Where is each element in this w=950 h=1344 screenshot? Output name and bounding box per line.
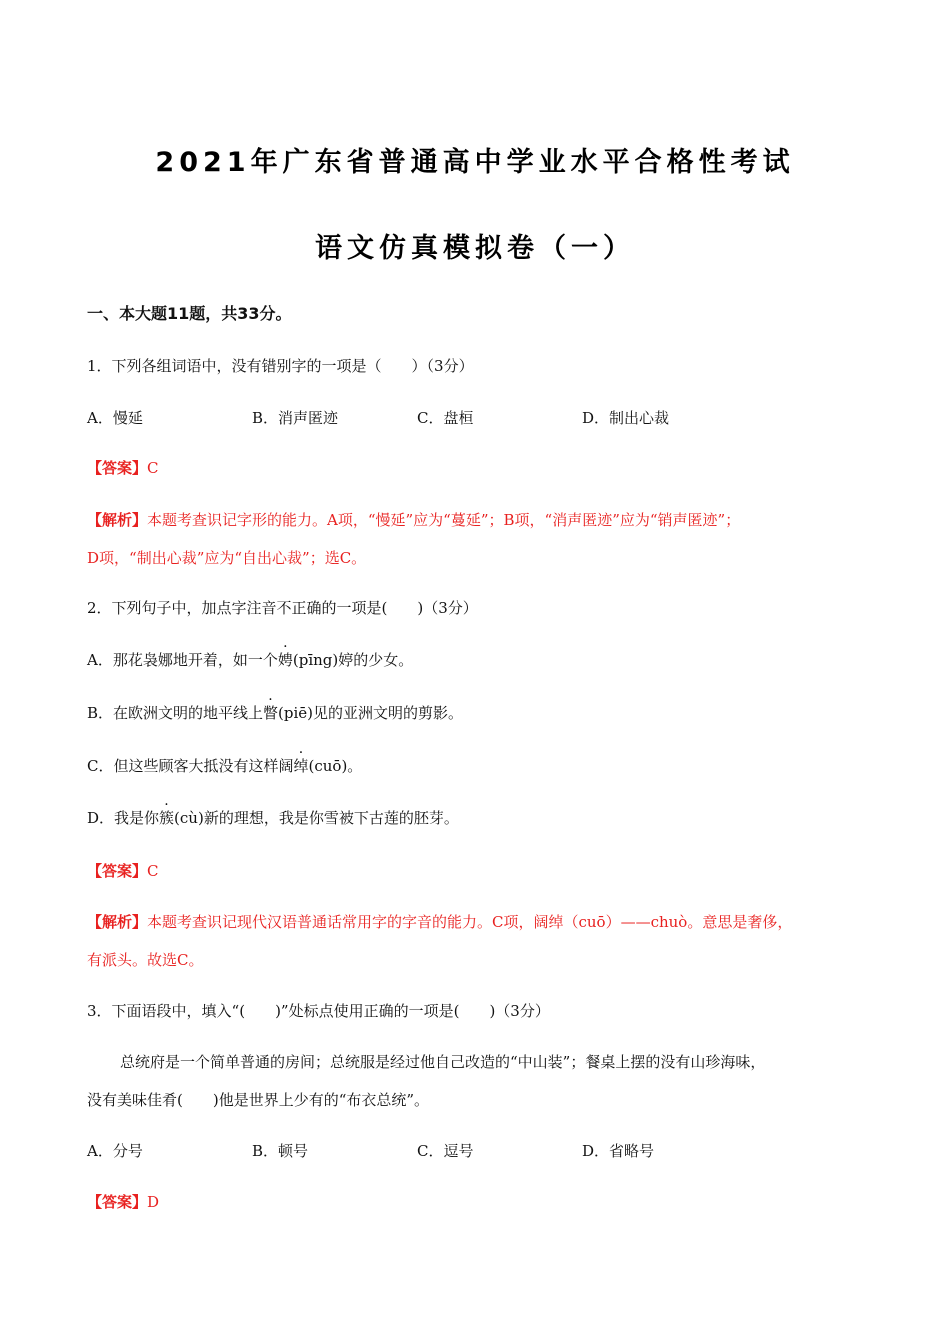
- option-text: B．在欧洲文明的地平线上: [87, 704, 264, 722]
- question-2-answer: [87, 861, 159, 881]
- q3-option-b: B．顿号: [252, 1142, 309, 1160]
- question-3-passage-line1: 总统府是一个简单普通的房间；总统服是经过他自己改造的“中山装”；餐桌上摆的没有山珍海味，: [120, 1053, 766, 1071]
- dotted-char: 簇: [159, 809, 175, 827]
- answer-value: C: [147, 459, 159, 477]
- question-1-analysis-line2: D项，“制出心裁”应为“自出心裁”；选C。: [87, 549, 367, 567]
- analysis-label: 【解析】: [87, 913, 148, 931]
- question-2-stem: 2．下列句子中，加点字注音不正确的一项是( )（3分）: [87, 599, 478, 617]
- question-3-passage-line2: 没有美味佳肴( )他是世界上少有的“布衣总统”。: [87, 1091, 430, 1109]
- exam-title-line2: 语文仿真模拟卷（一）: [315, 233, 635, 264]
- q3-option-d: D．省略号: [582, 1142, 655, 1160]
- q1-option-c: C．盘桓: [417, 409, 474, 427]
- analysis-text: 本题考查识记现代汉语普通话常用字的字音的能力。C项，阔绰（cuō）——chuò。意思是奢侈，: [147, 913, 793, 931]
- question-1-analysis-line1: [87, 510, 740, 530]
- exam-title-line1: 2021年广东省普通高中学业水平合格性考试: [155, 147, 795, 178]
- answer-value: C: [147, 862, 159, 880]
- option-text: (cù)新的理想，我是你雪被下古莲的胚芽。: [174, 809, 459, 827]
- analysis-text: 本题考查识记字形的能力。A项，“慢延”应为“蔓延”；B项，“消声匿迹”应为“销声匿迹”；: [147, 511, 741, 529]
- q3-option-c: C．逗号: [417, 1142, 474, 1160]
- dotted-char: 瞥: [263, 704, 279, 722]
- q1-option-b: B．消声匿迹: [252, 409, 339, 427]
- answer-label: 【答案】: [87, 862, 148, 880]
- option-text: D．我是你: [87, 809, 160, 827]
- q2-option-b: [87, 703, 463, 723]
- q2-option-c: [87, 756, 362, 776]
- answer-value: D: [147, 1193, 160, 1211]
- question-3-stem: 3．下面语段中，填入“( )”处标点使用正确的一项是( )（3分）: [87, 1002, 550, 1020]
- section-heading: 一、本大题11题，共33分。: [87, 304, 292, 323]
- option-text: C．但这些顾客大抵没有这样阔: [87, 757, 294, 775]
- option-text: (pīng)婷的少女。: [292, 651, 414, 669]
- option-text: A．那花袅娜地开着，如一个: [87, 651, 278, 669]
- question-3-answer: [87, 1192, 159, 1212]
- question-1-stem: 1．下列各组词语中，没有错别字的一项是（ ）（3分）: [87, 357, 474, 375]
- question-1-answer: [87, 458, 159, 478]
- q1-option-d: D．制出心裁: [582, 409, 670, 427]
- dotted-char: 绰: [293, 757, 309, 775]
- analysis-label: 【解析】: [87, 511, 148, 529]
- option-text: (cuō)。: [308, 757, 363, 775]
- dotted-char: 娉: [277, 651, 293, 669]
- question-2-analysis-line1: [87, 912, 792, 932]
- answer-label: 【答案】: [87, 1193, 148, 1211]
- q2-option-a: [87, 650, 413, 670]
- option-text: (piē)见的亚洲文明的剪影。: [278, 704, 464, 722]
- question-1-options: [87, 408, 887, 428]
- answer-label: 【答案】: [87, 459, 148, 477]
- q2-option-d: [87, 808, 459, 828]
- question-2-analysis-line2: 有派头。故选C。: [87, 951, 204, 969]
- question-3-options: [87, 1141, 887, 1161]
- q1-option-a: A．慢延: [87, 409, 143, 427]
- q3-option-a: A．分号: [87, 1142, 143, 1160]
